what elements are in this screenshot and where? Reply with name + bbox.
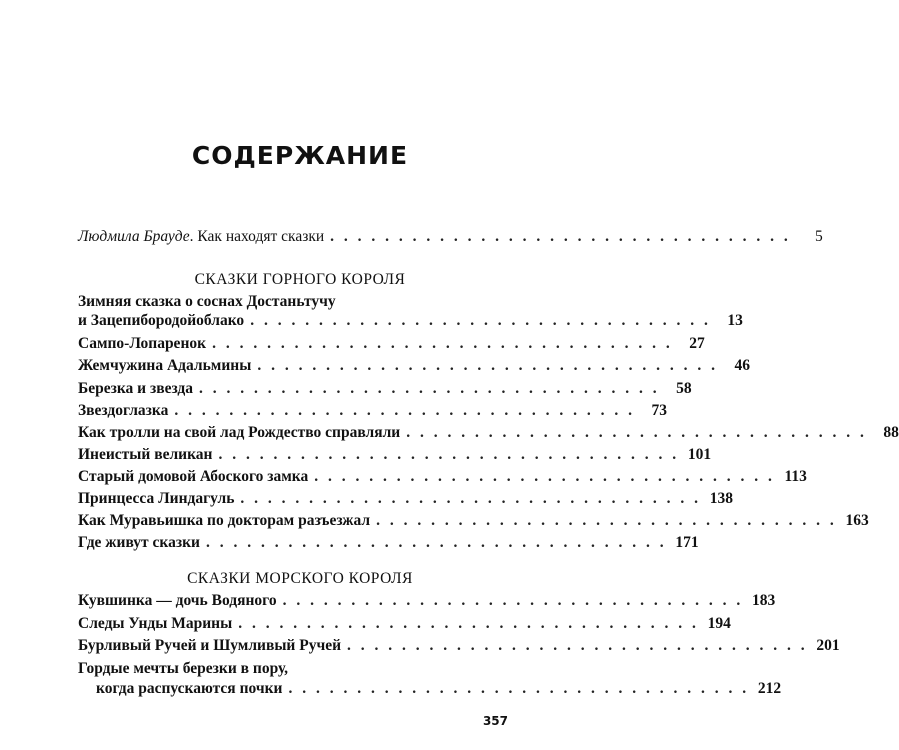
toc-entry: Звездоглазка . . . . . . . . . . . . . . . . . . . . . . . . . . . . . . . . . . 73 bbox=[78, 402, 667, 419]
dot-leader: . . . . . . . . . . . . . . . . . . . . . . . . . . . . . . . . . . bbox=[174, 402, 635, 419]
page-number: 357 bbox=[482, 714, 508, 728]
section-heading-mountain: СКАЗКИ ГОРНОГО КОРОЛЯ bbox=[194, 271, 406, 288]
dot-leader: . . . . . . . . . . . . . . . . . . . . . . . . . . . . . . . . . . bbox=[347, 637, 808, 654]
toc-entry: Следы Унды Марины . . . . . . . . . . . . . . . . . . . . . . . . . . . . . . . . . . 194 bbox=[78, 615, 731, 632]
entry-page: 201 bbox=[816, 637, 840, 654]
entry-page: 13 bbox=[727, 312, 743, 329]
entry-page: 212 bbox=[757, 680, 782, 697]
entry-page: 88 bbox=[883, 424, 899, 441]
dot-leader: . . . . . . . . . . . . . . . . . . . . . . . . . . . . . . . . . . bbox=[238, 615, 699, 632]
dot-leader: . . . . . . . . . . . . . . . . . . . . . . . . . . . . . . . . . . bbox=[406, 424, 867, 441]
dot-leader: . . . . . . . . . . . . . . . . . . . . . . . . . . . . . . . . . . bbox=[282, 592, 744, 609]
toc-entry: Старый домовой Абоского замка . . . . . . . . . . . . . . . . . . . . . . . . . . . . . . . . . . 113 bbox=[78, 468, 807, 485]
toc-entry: Как тролли на свой лад Рождество справляли . . . . . . . . . . . . . . . . . . . . . . . . . . . . . . . . . . 88 bbox=[78, 424, 899, 441]
entry-page: 46 bbox=[734, 357, 750, 374]
dot-leader: . . . . . . . . . . . . . . . . . . . . . . . . . . . . . . . . . . bbox=[212, 335, 673, 352]
dot-leader: . . . . . . . . . . . . . . . . . . . . . . . . . . . . . . . . . . bbox=[205, 534, 667, 551]
entry-page: 138 bbox=[709, 490, 734, 507]
dot-leader: . . . . . . . . . . . . . . . . . . . . . . . . . . . . . . . . . . bbox=[376, 512, 837, 529]
dot-leader: . . . . . . . . . . . . . . . . . . . . . . . . . . . . . . . . . . bbox=[218, 446, 680, 463]
dot-leader: . . . . . . . . . . . . . . . . . . . . . . . . . . . . . . . . . . bbox=[250, 312, 711, 329]
page-title: СОДЕРЖАНИЕ bbox=[191, 141, 409, 170]
dot-leader: . . . . . . . . . . . . . . . . . . . . . . . . . . . . . . . . . . bbox=[288, 680, 750, 697]
toc-entry: и Зацепибородойоблако . . . . . . . . . . . . . . . . . . . . . . . . . . . . . . . . . . 13 bbox=[78, 312, 743, 329]
toc-entry: когда распускаются почки . . . . . . . . . . . . . . . . . . . . . . . . . . . . . . . . . . 212 bbox=[96, 680, 782, 697]
dot-leader: . . . . . . . . . . . . . . . . . . . . . . . . . . . . . . . . . . bbox=[240, 490, 702, 507]
toc-entry: Где живут сказки . . . . . . . . . . . . . . . . . . . . . . . . . . . . . . . . . . 171 bbox=[78, 534, 699, 551]
intro-author: Людмила Брауде bbox=[78, 228, 190, 245]
intro-page: 5 bbox=[815, 228, 823, 245]
toc-entry: Кувшинка — дочь Водяного . . . . . . . . . . . . . . . . . . . . . . . . . . . . . . . . . . 183 bbox=[78, 592, 776, 609]
entry-page: 73 bbox=[651, 402, 667, 419]
entry-page: 163 bbox=[845, 512, 869, 529]
toc-entry: Жемчужина Адальмины . . . . . . . . . . . . . . . . . . . . . . . . . . . . . . . . . . 46 bbox=[78, 357, 750, 374]
entry-page: 101 bbox=[687, 446, 712, 463]
toc-entry: Принцесса Линдагуль . . . . . . . . . . . . . . . . . . . . . . . . . . . . . . . . . . 138 bbox=[78, 490, 734, 507]
toc-entry: Зимняя сказка о соснах Достаньтучу bbox=[78, 293, 336, 310]
dot-leader: . . . . . . . . . . . . . . . . . . . . . . . . . . . . . . . . . . bbox=[330, 228, 791, 245]
toc-entry: Бурливый Ручей и Шумливый Ручей . . . . . . . . . . . . . . . . . . . . . . . . . . . . . . . . . . 201 bbox=[78, 637, 840, 654]
entry-page: 171 bbox=[675, 534, 699, 551]
entry-page: 194 bbox=[707, 615, 731, 632]
toc-entry: Березка и звезда . . . . . . . . . . . . . . . . . . . . . . . . . . . . . . . . . . 58 bbox=[78, 380, 692, 397]
entry-page: 58 bbox=[676, 380, 692, 397]
toc-entry-intro bbox=[78, 227, 823, 247]
entry-page: 183 bbox=[751, 592, 776, 609]
dot-leader: . . . . . . . . . . . . . . . . . . . . . . . . . . . . . . . . . . bbox=[257, 357, 718, 374]
dot-leader: . . . . . . . . . . . . . . . . . . . . . . . . . . . . . . . . . . bbox=[199, 380, 660, 397]
entry-page: 27 bbox=[689, 335, 705, 352]
intro-title: . Как находят сказки bbox=[189, 228, 325, 245]
toc-entry: Как Муравьишка по докторам разъезжал . . . . . . . . . . . . . . . . . . . . . . . . . . . . . . . . . . 163 bbox=[78, 512, 869, 529]
toc-entry: Инеистый великан . . . . . . . . . . . . . . . . . . . . . . . . . . . . . . . . . . 101 bbox=[78, 446, 712, 463]
toc-entry: Гордые мечты березки в пору, bbox=[78, 660, 289, 677]
dot-leader: . . . . . . . . . . . . . . . . . . . . . . . . . . . . . . . . . . bbox=[314, 468, 775, 485]
toc-entry: Сампо-Лопаренок . . . . . . . . . . . . . . . . . . . . . . . . . . . . . . . . . . 27 bbox=[78, 335, 705, 352]
entry-page: 113 bbox=[784, 468, 807, 485]
section-heading-sea: СКАЗКИ МОРСКОГО КОРОЛЯ bbox=[187, 570, 413, 587]
